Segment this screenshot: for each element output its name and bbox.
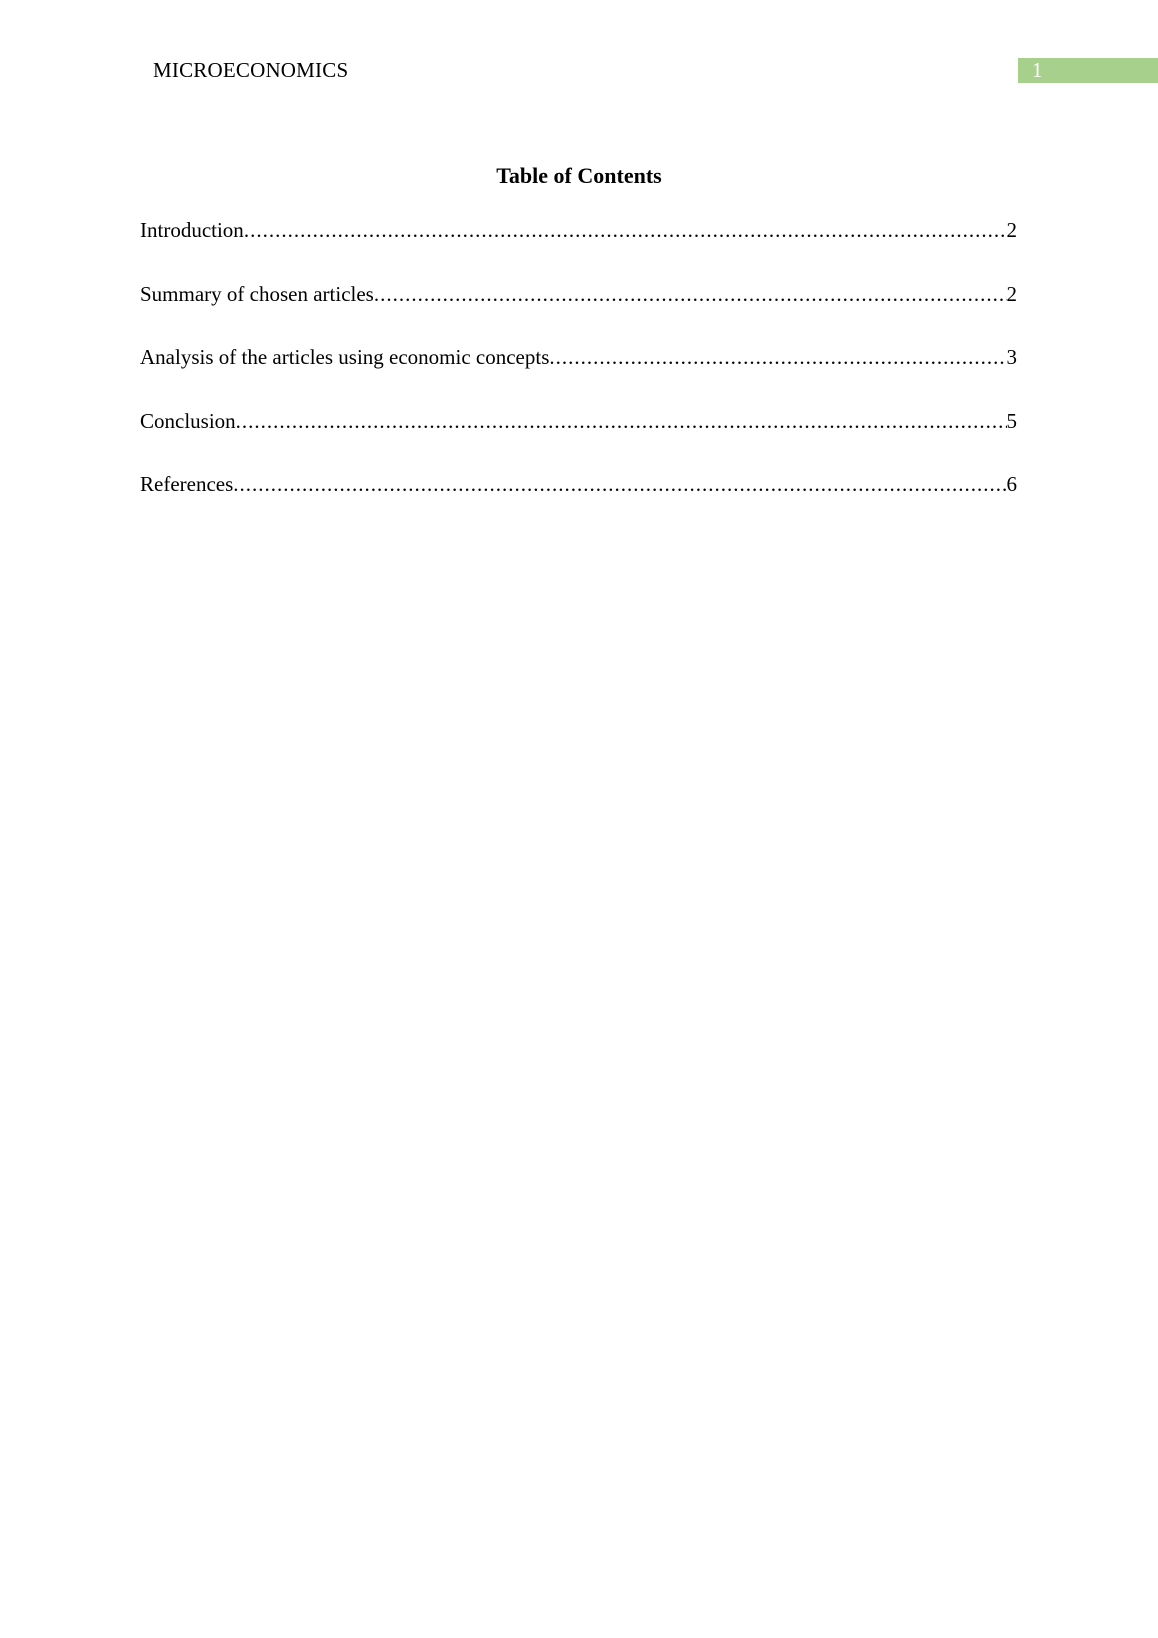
toc-entry-page: 2 <box>1006 218 1017 242</box>
page-number-badge <box>1018 58 1158 83</box>
toc-dot-leader <box>236 406 1007 436</box>
toc-entry-conclusion[interactable] <box>140 406 1017 470</box>
toc-entry-label: Conclusion <box>140 408 236 433</box>
toc-entry-references[interactable] <box>140 469 1017 533</box>
toc-dot-leader <box>244 215 1007 245</box>
toc-entry-page: 3 <box>1006 345 1017 369</box>
toc-entry-analysis[interactable] <box>140 342 1017 406</box>
toc-entry-page: 5 <box>1006 408 1017 433</box>
toc-title: Table of Contents <box>496 163 662 188</box>
page-number: 1 <box>1032 58 1043 82</box>
running-head: MICROECONOMICS <box>153 58 349 82</box>
toc-entry-label: References <box>140 472 234 496</box>
toc-dot-leader <box>233 469 1006 499</box>
toc-entry-label: Introduction <box>140 218 244 242</box>
toc-entry-summary[interactable] <box>140 279 1017 343</box>
toc-list <box>140 215 1017 533</box>
toc-entry-page: 6 <box>1006 472 1017 496</box>
toc-entry-label: Summary of chosen articles <box>140 281 374 306</box>
toc-entry-introduction[interactable] <box>140 215 1017 279</box>
toc-dot-leader <box>374 279 1007 309</box>
toc-dot-leader <box>549 342 1006 372</box>
toc-entry-page: 2 <box>1006 281 1017 306</box>
toc-entry-label: Analysis of the articles using economic concepts <box>140 345 550 369</box>
